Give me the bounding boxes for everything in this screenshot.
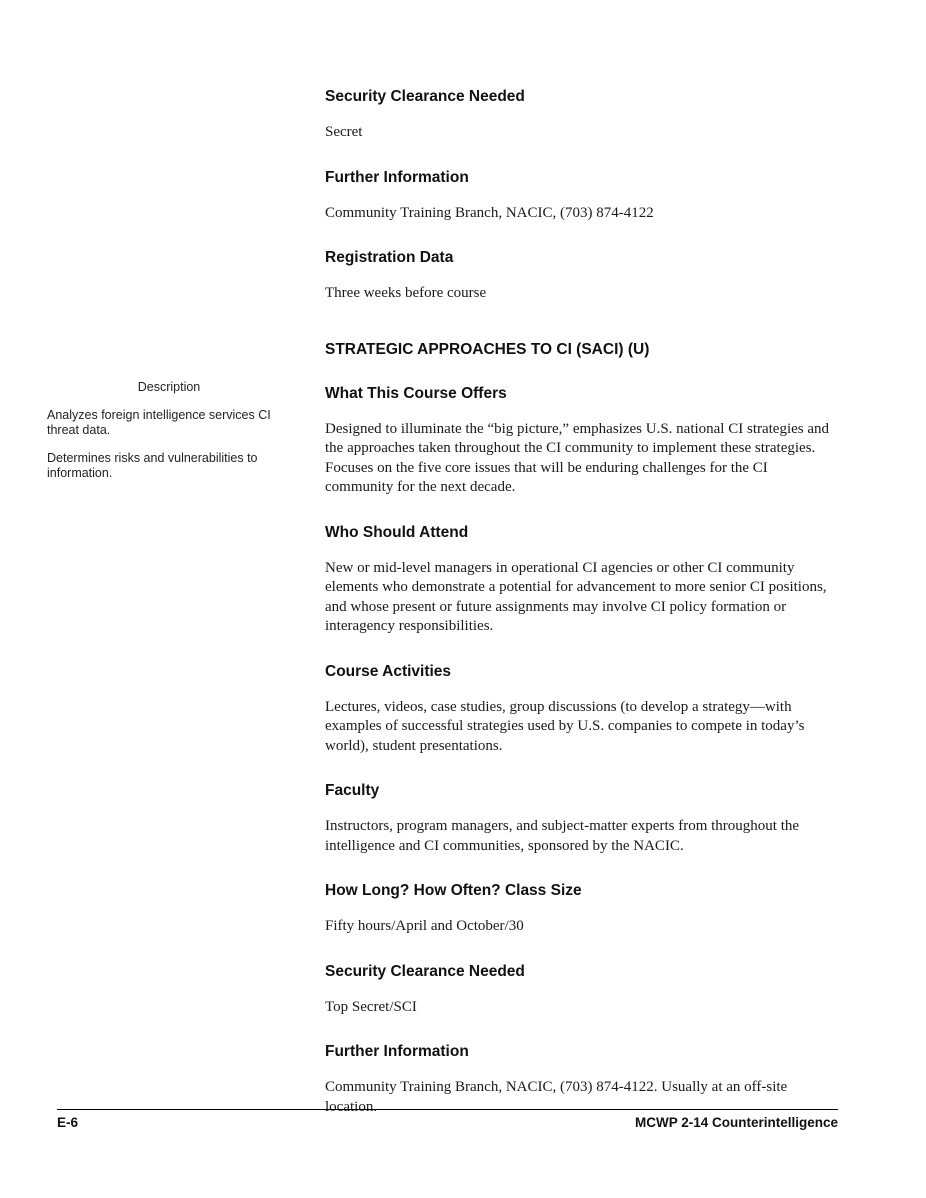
footer-page-number: E-6 — [57, 1115, 79, 1130]
description-sidebar — [47, 380, 291, 493]
footer-doc-title: MCWP 2-14 Counterintelligence — [634, 1115, 838, 1130]
heading-registration-data: Registration Data — [325, 249, 454, 266]
heading-what-this-course-offers: What This Course Offers — [325, 384, 507, 402]
heading-security-clearance-needed: Security Clearance Needed — [325, 88, 525, 105]
body-further-information-2: Community Training Branch, NACIC, (703) 874-4122. Usually at an off-site location. — [325, 1079, 788, 1115]
body-registration-data: Three weeks before course — [325, 285, 487, 301]
heading-who-should-attend: Who Should Attend — [325, 523, 469, 541]
heading-further-information-2: Further Information — [325, 1043, 469, 1060]
sidebar-items — [47, 408, 291, 481]
heading-further-information: Further Information — [325, 168, 469, 186]
heading-how-long-how-often-class-size: How Long? How Often? Class Size — [325, 882, 582, 899]
heading-course-title: STRATEGIC APPROACHES TO CI (SACI) (U) — [325, 340, 650, 358]
page-footer — [57, 1109, 838, 1130]
heading-course-activities: Course Activities — [325, 662, 452, 680]
body-how-long-how-often-class-size: Fifty hours/April and October/30 — [325, 918, 524, 934]
sidebar-label: Description — [137, 380, 201, 394]
body-security-clearance-2: Top Secret/SCI — [325, 998, 417, 1015]
body-who-should-attend: New or mid-level managers in operational CI agencies or other CI community elements who demonstrate a potential for advancement to more senior CI positions, and whose present or future assignments may involve CI policy formation or interagency responsibilities. — [325, 559, 827, 634]
body-security-clearance: Secret — [325, 124, 363, 140]
body-course-activities: Lectures, videos, case studies, group discussions (to develop a strategy—with examples of successful strategies used by U.S. companies to compete in today’s world), student presentations. — [325, 698, 805, 754]
heading-faculty: Faculty — [325, 782, 380, 799]
body-further-information: Community Training Branch, NACIC, (703) 874-4122 — [325, 204, 654, 221]
sidebar-item: Analyzes foreign intelligence services CI threat data. — [47, 408, 271, 438]
footer-row — [57, 1110, 838, 1130]
body-faculty: Instructors, program managers, and subject-matter experts from throughout the intelligence and CI communities, sponsored by the NACIC. — [325, 818, 800, 854]
sidebar-item: Determines risks and vulnerabilities to information. — [47, 450, 258, 480]
body-what-this-course-offers: Designed to illuminate the “big picture,” emphasizes U.S. national CI strategies and the approaches taken throughout the CI community to implement these strategies. Focuses on the five core issues that will be enduring challenges for the CI community for the next decade. — [325, 420, 830, 495]
heading-security-clearance-needed-2: Security Clearance Needed — [325, 962, 525, 980]
main-column — [325, 88, 839, 1117]
